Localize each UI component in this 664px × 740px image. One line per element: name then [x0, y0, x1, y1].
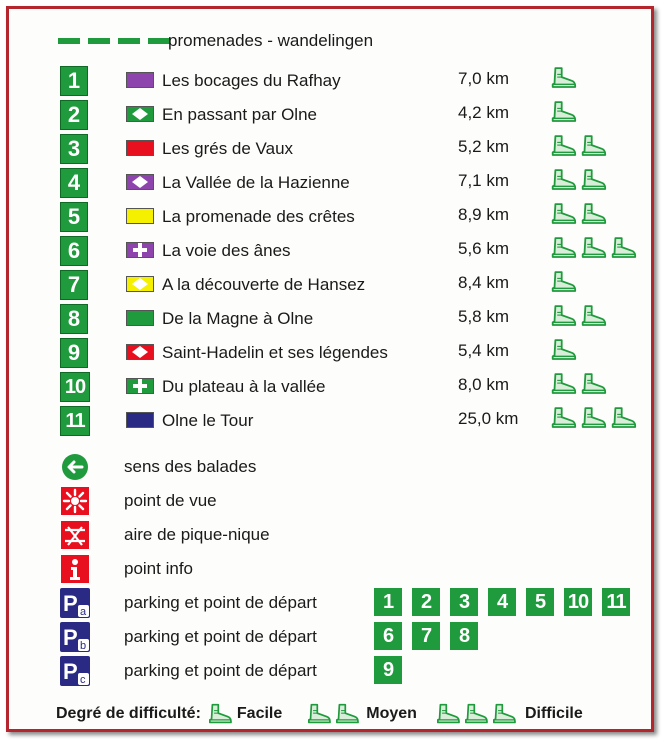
- svg-text:P: P: [63, 659, 78, 684]
- picnic-label: aire de pique-nique: [124, 525, 270, 544]
- difficulty-scale: [56, 703, 583, 725]
- parking-icon: [60, 622, 90, 652]
- route-number: 4: [60, 168, 88, 198]
- hiking-boot-icon: [550, 236, 637, 260]
- parking-route-number: 10: [564, 588, 592, 616]
- route-row: [60, 270, 650, 300]
- hiking-boot-icon: [550, 134, 607, 158]
- route-color-swatch: [126, 344, 154, 360]
- route-row: [60, 168, 650, 198]
- parking-route-number: 5: [526, 588, 554, 616]
- hiking-boot-icon: [550, 66, 577, 90]
- parking-route-number: 1: [374, 588, 402, 616]
- difficulty-easy-label: Facile: [236, 705, 283, 722]
- route-name: A la découverte de Hansez: [162, 275, 366, 294]
- route-distance: 8,4 km: [458, 273, 510, 292]
- route-name: En passant par Olne: [162, 105, 317, 124]
- hiking-boot-icon: [550, 372, 607, 396]
- route-row: [60, 100, 650, 130]
- difficulty-hard-label: Difficile: [524, 705, 583, 722]
- legend-parking: [60, 588, 650, 618]
- route-color-swatch: [126, 140, 154, 156]
- route-distance: 5,8 km: [458, 307, 510, 326]
- difficulty-easy: [207, 703, 306, 725]
- route-distance: 25,0 km: [458, 409, 519, 428]
- route-row: [60, 66, 650, 96]
- svg-text:P: P: [63, 591, 78, 616]
- hiking-boot-icon: [550, 202, 607, 226]
- viewpoint-icon: [60, 486, 90, 516]
- parking-routes: [374, 588, 630, 616]
- route-color-swatch: [126, 276, 154, 292]
- route-color-swatch: [126, 310, 154, 326]
- route-distance: 4,2 km: [458, 103, 510, 122]
- route-name: Du plateau à la vallée: [162, 377, 326, 396]
- route-distance: 8,9 km: [458, 205, 510, 224]
- difficulty-medium-label: Moyen: [366, 705, 417, 722]
- route-name: La voie des ânes: [162, 241, 291, 260]
- route-name: La Vallée de la Hazienne: [162, 173, 350, 192]
- route-color-swatch: [126, 106, 154, 122]
- hiking-boot-icon: [207, 703, 233, 725]
- route-line-sample: [58, 38, 170, 44]
- difficulty-title: Degré de difficulté:: [56, 705, 201, 722]
- route-distance: 5,4 km: [458, 341, 510, 360]
- route-color-swatch: [126, 412, 154, 428]
- difficulty-hard: [435, 703, 583, 725]
- parking-route-number: 4: [488, 588, 516, 616]
- route-distance: 5,6 km: [458, 239, 510, 258]
- info-icon: [60, 554, 90, 584]
- route-name: La promenade des crêtes: [162, 207, 355, 226]
- route-color-swatch: [126, 208, 154, 224]
- parking-label: parking et point de départ: [124, 661, 317, 680]
- route-color-swatch: [126, 174, 154, 190]
- legend-direction: [60, 452, 650, 482]
- info-label: point info: [124, 559, 193, 578]
- route-number: 2: [60, 100, 88, 130]
- route-number: 11: [60, 406, 90, 436]
- legend-viewpoint: [60, 486, 650, 516]
- route-row: [60, 236, 650, 266]
- route-name: De la Magne à Olne: [162, 309, 314, 328]
- hiking-boot-icon: [550, 406, 637, 430]
- route-name: Les grés de Vaux: [162, 139, 294, 158]
- route-line-label: promenades - wandelingen: [168, 31, 374, 50]
- route-color-swatch: [126, 378, 154, 394]
- hiking-boot-icon: [550, 304, 607, 328]
- svg-text:a: a: [80, 606, 87, 618]
- route-name: Les bocages du Rafhay: [162, 71, 341, 90]
- hiking-boot-icon: [550, 168, 607, 192]
- route-row: [60, 406, 650, 436]
- route-number: 5: [60, 202, 88, 232]
- svg-text:P: P: [63, 625, 78, 650]
- legend-info: [60, 554, 650, 584]
- parking-route-number: 7: [412, 622, 440, 650]
- hiking-boot-icon: [550, 338, 577, 362]
- direction-label: sens des balades: [124, 457, 257, 476]
- route-row: [60, 134, 650, 164]
- hiking-boot-icon: [550, 100, 577, 124]
- difficulty-medium: [306, 703, 435, 725]
- arrow-left-icon: [60, 452, 90, 482]
- route-number: 9: [60, 338, 88, 368]
- svg-text:c: c: [80, 674, 86, 686]
- picnic-icon: [60, 520, 90, 550]
- parking-routes: [374, 622, 478, 650]
- legend-picnic: [60, 520, 650, 550]
- parking-route-number: 6: [374, 622, 402, 650]
- parking-routes: [374, 656, 402, 684]
- parking-route-number: 11: [602, 588, 630, 616]
- route-color-swatch: [126, 72, 154, 88]
- route-distance: 7,0 km: [458, 69, 510, 88]
- route-number: 7: [60, 270, 88, 300]
- route-name: Olne le Tour: [162, 411, 254, 430]
- parking-label: parking et point de départ: [124, 593, 317, 612]
- route-number: 10: [60, 372, 90, 402]
- route-row: [60, 202, 650, 232]
- route-distance: 7,1 km: [458, 171, 510, 190]
- legend-parking: [60, 656, 650, 686]
- viewpoint-label: point de vue: [124, 491, 217, 510]
- route-number: 6: [60, 236, 88, 266]
- route-row: [60, 338, 650, 368]
- hiking-boot-icon: [435, 703, 517, 725]
- route-number: 8: [60, 304, 88, 334]
- parking-icon: [60, 588, 90, 618]
- route-row: [60, 304, 650, 334]
- svg-text:b: b: [80, 640, 87, 652]
- parking-route-number: 8: [450, 622, 478, 650]
- hiking-boot-icon: [550, 270, 577, 294]
- hiking-boot-icon: [306, 703, 360, 725]
- route-distance: 5,2 km: [458, 137, 510, 156]
- route-number: 3: [60, 134, 88, 164]
- route-name: Saint-Hadelin et ses légendes: [162, 343, 388, 362]
- route-row: [60, 372, 650, 402]
- parking-icon: [60, 656, 90, 686]
- parking-label: parking et point de départ: [124, 627, 317, 646]
- parking-route-number: 3: [450, 588, 478, 616]
- route-number: 1: [60, 66, 88, 96]
- legend-parking: [60, 622, 650, 652]
- route-distance: 8,0 km: [458, 375, 510, 394]
- route-color-swatch: [126, 242, 154, 258]
- parking-route-number: 2: [412, 588, 440, 616]
- parking-route-number: 9: [374, 656, 402, 684]
